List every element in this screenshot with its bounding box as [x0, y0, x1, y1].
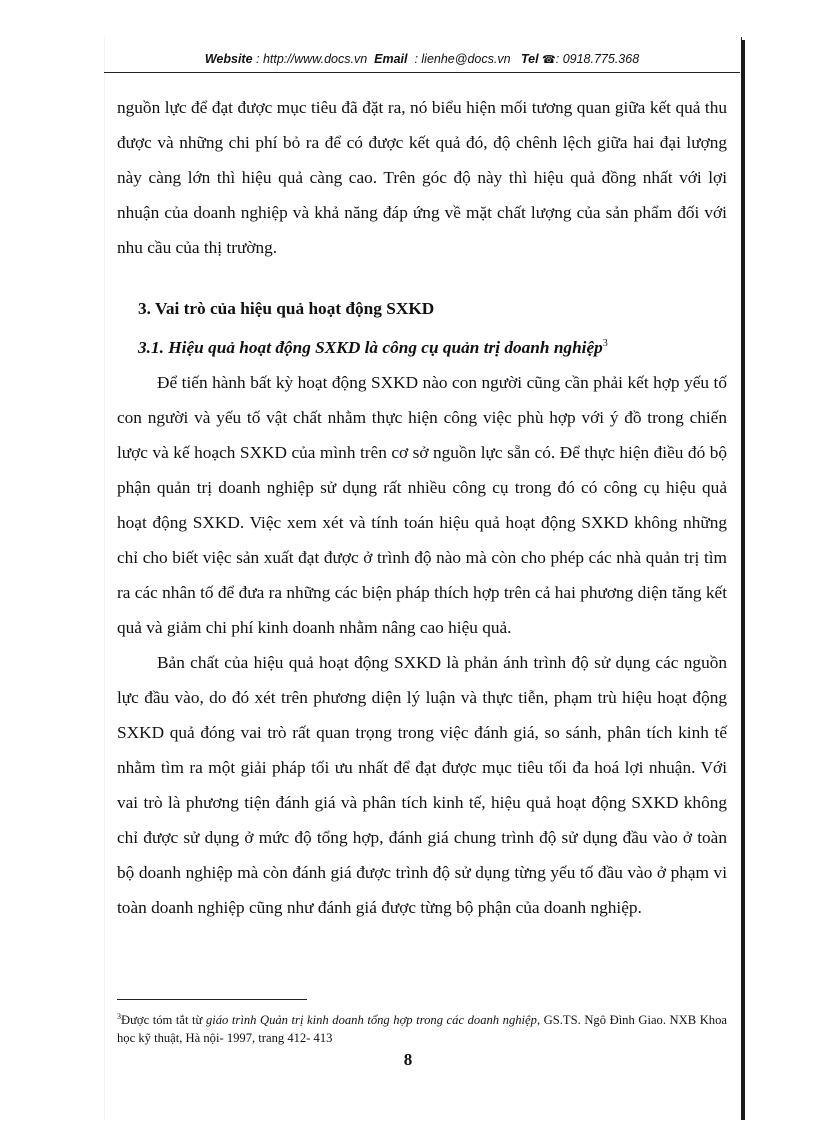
subsection-heading-text: 3.1. Hiệu quả hoạt động SXKD là công cụ quản trị doanh nghiệp	[138, 337, 603, 357]
footnote-rule	[117, 999, 307, 1000]
page-header	[104, 52, 740, 66]
footnote-source: giáo trình Quản trị kinh doanh tổng hợp trong các doanh nghiệp	[205, 1013, 537, 1028]
page-number: 8	[403, 1050, 413, 1069]
paragraph-continued: nguồn lực để đạt được mục tiêu đã đặt ra, nó biểu hiện mối tương quan giữa kết quả thu được và những chi phí bỏ ra để có được kết quả đó, độ chênh lệch giữa hai đại lượng này càng lớn thì hiệu quả càng cao. Trên góc độ này thì hiệu quả đồng nhất với lợi nhuận của doanh nghiệp và khả năng đáp ứng về mặt chất lượng của sản phẩm đối với nhu cầu của thị trường.	[117, 98, 727, 257]
email-link[interactable]: : lienhe@docs.vn	[414, 52, 511, 66]
paragraph: Để tiến hành bất kỳ hoạt động SXKD nào con người cũng cần phải kết hợp yếu tố con người và yếu tố vật chất nhằm thực hiện công việc phù hợp với ý đồ trong chiến lược và kế hoạch SXKD của mình trên cơ sở nguồn lực sẵn có. Để thực hiện điều đó bộ phận quản trị doanh nghiệp sử dụng rất nhiều công cụ trong đó có công cụ hiệu quả hoạt động SXKD. Việc xem xét và tính toán hiệu quả hoạt động SXKD không những chỉ cho biết việc sản xuất đạt được ở trình độ nào mà còn cho phép các nhà quản trị tìm ra các nhân tố để đưa ra những các biện pháp thích hợp trên cả hai phương diện tăng kết quả và giảm chi phí kinh doanh nhằm nâng cao hiệu quả.	[117, 372, 727, 637]
page-body	[117, 90, 727, 925]
website-link[interactable]: : http://www.docs.vn	[256, 52, 368, 66]
email-label: Email	[374, 52, 408, 66]
footnote-suffix: , GS.TS. Ngô Đình Giao. NXB Khoa học kỹ thuật, Hà nội- 1997, trang 412- 413	[117, 1013, 727, 1046]
footnote-ref[interactable]: 3	[602, 338, 608, 349]
tel-label: Tel	[520, 52, 539, 66]
phone-icon: ☎	[542, 54, 556, 66]
footnote-prefix: Được tóm tắt từ	[121, 1013, 206, 1028]
header-rule	[104, 72, 740, 73]
spacer	[117, 265, 727, 291]
paragraph: Bản chất của hiệu quả hoạt động SXKD là phản ánh trình độ sử dụng các nguồn lực đầu vào, do đó xét trên phương diện lý luận và thực tiễn, phạm trù hiệu hoạt động SXKD quả đóng vai trò rất quan trọng trong việc đánh giá, so sánh, phân tích kinh tế nhằm tìm ra một giải pháp tối ưu nhất để đạt được mục tiêu tối đa hoá lợi nhuận. Với vai trò là phương tiện đánh giá và phân tích kinh tế, hiệu quả hoạt động SXKD không chỉ được sử dụng ở mức độ tổng hợp, đánh giá chung trình độ sử dụng đầu vào ở toàn bộ doanh nghiệp mà còn đánh giá được trình độ sử dụng từng yếu tố đầu vào ở phạm vi toàn doanh nghiệp cũng như đánh giá được từng bộ phận của doanh nghiệp.	[117, 652, 727, 917]
footnote	[117, 1008, 727, 1047]
website-label: Website	[204, 52, 253, 66]
section-heading: 3. Vai trò của hiệu quả hoạt động SXKD	[138, 299, 435, 318]
footnote-number: 3	[117, 1012, 121, 1021]
page-border-shadow	[741, 40, 745, 1120]
subsection-heading	[117, 326, 727, 365]
tel-value: : 0918.775.368	[555, 52, 640, 66]
